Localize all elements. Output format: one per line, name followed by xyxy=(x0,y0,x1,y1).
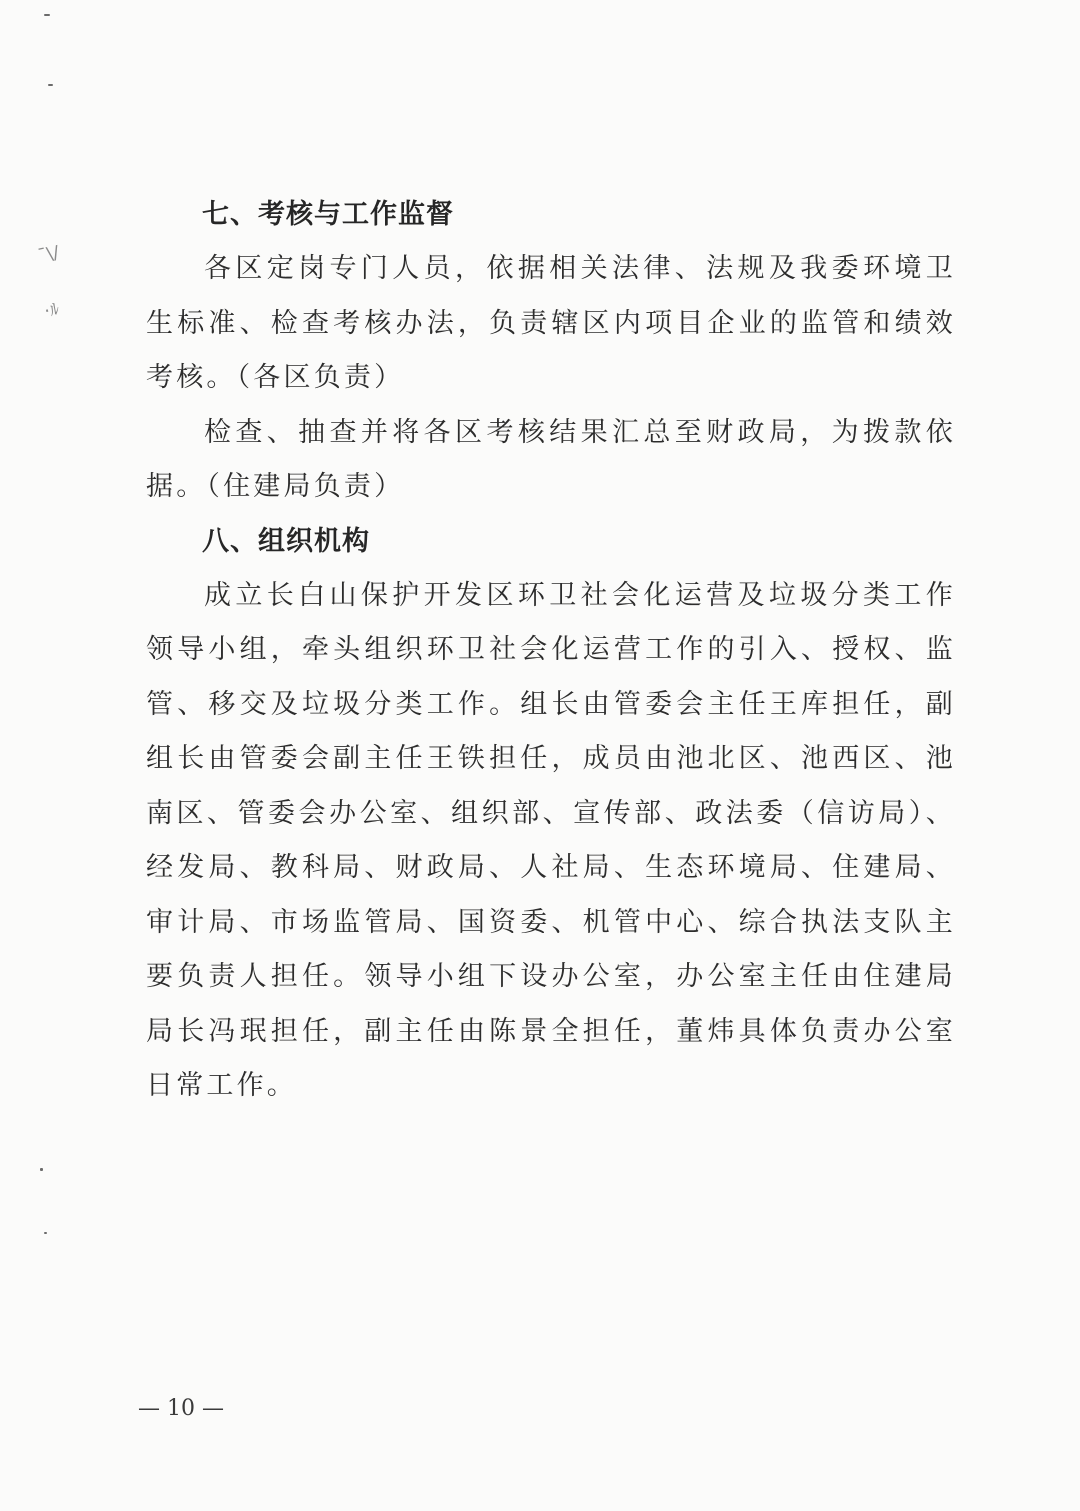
section-heading: 七、考核与工作监督 xyxy=(202,199,454,230)
paragraph: 成立长白山保护开发区环卫社会化运营及垃圾分类工作领导小组，牵头组织环卫社会化运营工作的引入、授权、监管、移交及垃圾分类工作。组长由管委会主任王库担任，副组长由管委会副主任王铁担任，成员由池北区、池西区、池南区、管委会办公室、组织部、宣传部、政法委（信访局）、经发局、教科局、财政局、人社局、生态环境局、住建局、审计局、市场监管局、国资委、机管中心、综合执法支队主要负责人担任。领导小组下设办公室，办公室主任由住建局局长冯珉担任，副主任由陈景全担任，董炜具体负责办公室日常工作。 xyxy=(146,579,956,1101)
margin-scribble: ·ﾙ xyxy=(42,298,62,323)
scan-mark xyxy=(44,1232,47,1234)
scan-mark xyxy=(44,14,50,16)
page-number: — 10 — xyxy=(138,1396,224,1421)
scan-mark xyxy=(40,1168,43,1171)
margin-scribble: ˉ\/ xyxy=(36,242,62,267)
paragraph: 检查、抽查并将各区考核结果汇总至财政局，为拨款依据。（住建局负责） xyxy=(146,416,956,502)
paragraph: 各区定岗专门人员，依据相关法律、法规及我委环境卫生标准、检查考核办法，负责辖区内项目企业的监管和绩效考核。（各区负责） xyxy=(146,253,956,393)
document-body xyxy=(146,188,956,1114)
scan-mark xyxy=(48,84,53,86)
section-heading: 八、组织机构 xyxy=(202,525,370,557)
